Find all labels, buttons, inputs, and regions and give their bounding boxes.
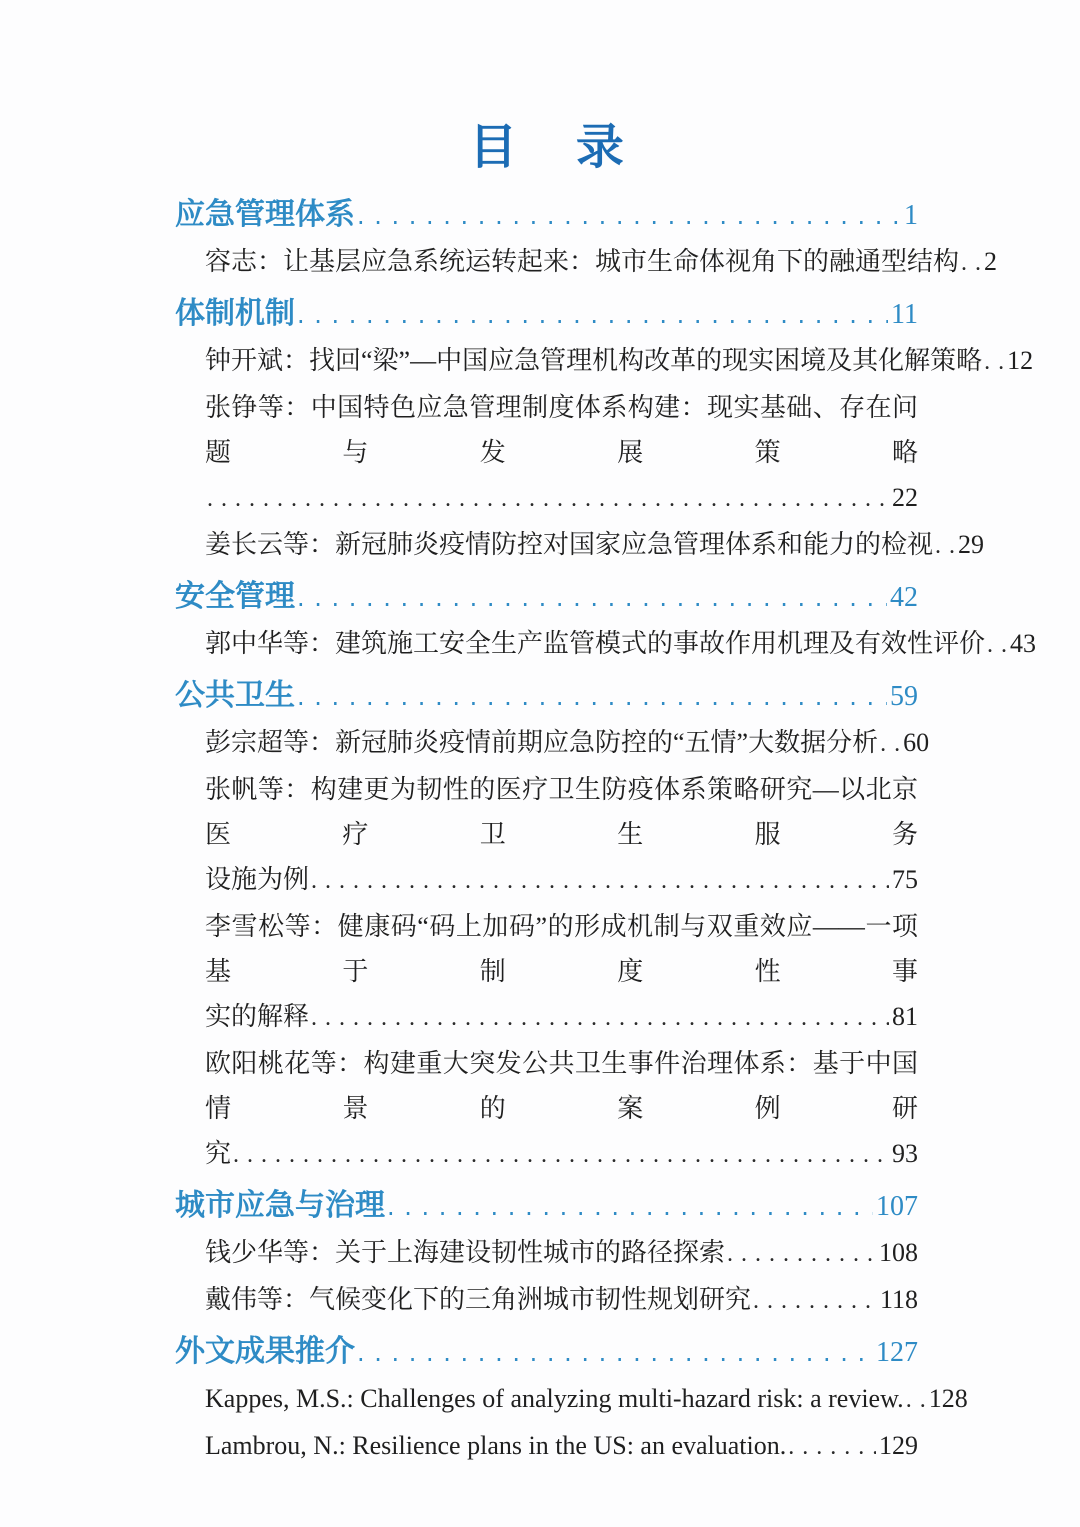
toc-section-row [175, 291, 918, 338]
dot-leader [357, 192, 901, 239]
toc-entry-title: 彭宗超等：新冠肺炎疫情前期应急防控的“五情”大数据分析 [205, 728, 879, 757]
dot-leader [297, 673, 887, 720]
table-of-contents [175, 192, 1037, 1470]
toc-section-row [175, 574, 918, 621]
toc-entry-row-line2 [175, 994, 918, 1041]
toc-section-row [175, 1329, 918, 1376]
toc-entry-row [175, 1277, 918, 1324]
toc-entry-row-line1 [175, 767, 918, 857]
dot-leader [297, 291, 888, 338]
toc-entry-row [175, 522, 985, 569]
toc-entry-row-line2 [175, 1131, 918, 1178]
toc-page-number: 128 [928, 1384, 968, 1413]
toc-page-number: 75 [892, 865, 918, 894]
dot-leader [987, 621, 1007, 668]
dot-leader [387, 1183, 873, 1230]
toc-entry-title: 张帆等：构建更为韧性的医疗卫生防疫体系策略研究—以北京医疗卫生服务 [205, 775, 918, 849]
toc-entry-title: 姜长云等：新冠肺炎疫情防控对国家应急管理体系和能力的检视 [205, 530, 934, 559]
dot-leader [233, 1131, 889, 1178]
page-title: 目 录 [469, 119, 624, 175]
toc-page-number: 1 [904, 200, 918, 231]
dot-leader [961, 239, 981, 286]
toc-entry-title: 张铮等：中国特色应急管理制度体系构建：现实基础、存在问题与发展策略 [205, 393, 918, 467]
toc-entry-title: Kappes, M.S.: Challenges of analyzing multi-hazard risk: a review. [205, 1384, 904, 1413]
toc-entry-row-line2 [175, 475, 918, 522]
toc-entry-row [175, 1230, 918, 1277]
toc-entry-row [175, 621, 1037, 668]
dot-leader [207, 475, 889, 522]
toc-entry-row [175, 1376, 968, 1423]
dot-leader [753, 1277, 877, 1324]
dot-leader [357, 1329, 873, 1376]
toc-section-label: 应急管理体系 [175, 197, 355, 232]
toc-entry-title: 李雪松等：健康码“码上加码”的形成机制与双重效应——一项基于制度性事 [205, 912, 918, 986]
toc-section-row [175, 192, 918, 239]
toc-entry-row-line1 [175, 904, 918, 994]
toc-page-number: 11 [891, 299, 918, 330]
toc-section-row [175, 1183, 918, 1230]
dot-leader [935, 522, 955, 569]
toc-entry-title-continued: 设施为例 [205, 865, 310, 894]
toc-page-number: 93 [892, 1139, 918, 1168]
toc-page-number: 107 [876, 1191, 918, 1222]
dot-leader [727, 1230, 876, 1277]
dot-leader [880, 720, 900, 767]
toc-entry-title: Lambrou, N.: Resilience plans in the US: an evaluation. [205, 1431, 787, 1460]
toc-section-label: 安全管理 [175, 579, 295, 614]
toc-page-number: 108 [879, 1238, 918, 1267]
toc-entry-title: 钱少华等：关于上海建设韧性城市的路径探索 [205, 1238, 726, 1267]
toc-section-row [175, 673, 918, 720]
toc-page-number: 118 [879, 1285, 918, 1314]
toc-page-number: 60 [903, 728, 930, 757]
toc-page-number: 22 [892, 483, 918, 512]
toc-section-label: 公共卫生 [175, 678, 295, 713]
toc-entry-title-continued: 究 [205, 1139, 232, 1168]
toc-entry-title: 郭中华等：建筑施工安全生产监管模式的事故作用机理及有效性评价 [205, 629, 986, 658]
toc-page-number: 29 [958, 530, 985, 559]
toc-section-label: 城市应急与治理 [175, 1188, 385, 1223]
toc-page-number: 2 [984, 247, 998, 276]
toc-page-number: 129 [879, 1431, 918, 1460]
toc-entry-row-line1 [175, 385, 918, 475]
toc-entry-row [175, 1423, 918, 1470]
dot-leader [906, 1376, 926, 1423]
toc-page-number: 59 [890, 681, 918, 712]
toc-section-label: 体制机制 [175, 296, 295, 331]
toc-entry-title: 戴伟等：气候变化下的三角洲城市韧性规划研究 [205, 1285, 752, 1314]
toc-page-number: 127 [876, 1337, 918, 1368]
dot-leader [984, 338, 1004, 385]
dot-leader [297, 574, 887, 621]
dot-leader [788, 1423, 876, 1470]
toc-page-number: 42 [890, 582, 918, 613]
dot-leader [311, 857, 889, 904]
toc-entry-title: 欧阳桃花等：构建重大突发公共卫生事件治理体系：基于中国情景的案例研 [205, 1049, 918, 1123]
toc-entry-row-line2 [175, 857, 918, 904]
toc-entry-row [175, 720, 930, 767]
toc-section-label: 外文成果推介 [175, 1334, 355, 1369]
toc-entry-title: 钟开斌：找回“梁”—中国应急管理机构改革的现实困境及其化解策略 [205, 346, 983, 375]
toc-entry-title-continued: 实的解释 [205, 1002, 310, 1031]
toc-entry-row [175, 338, 1034, 385]
toc-entry-row-line1 [175, 1041, 918, 1131]
toc-entry-row [175, 239, 998, 286]
toc-page-number: 81 [892, 1002, 918, 1031]
toc-page-number: 12 [1007, 346, 1034, 375]
dot-leader [311, 994, 889, 1041]
toc-entry-title: 容志：让基层应急系统运转起来：城市生命体视角下的融通型结构 [205, 247, 960, 276]
toc-page-number: 43 [1010, 629, 1037, 658]
